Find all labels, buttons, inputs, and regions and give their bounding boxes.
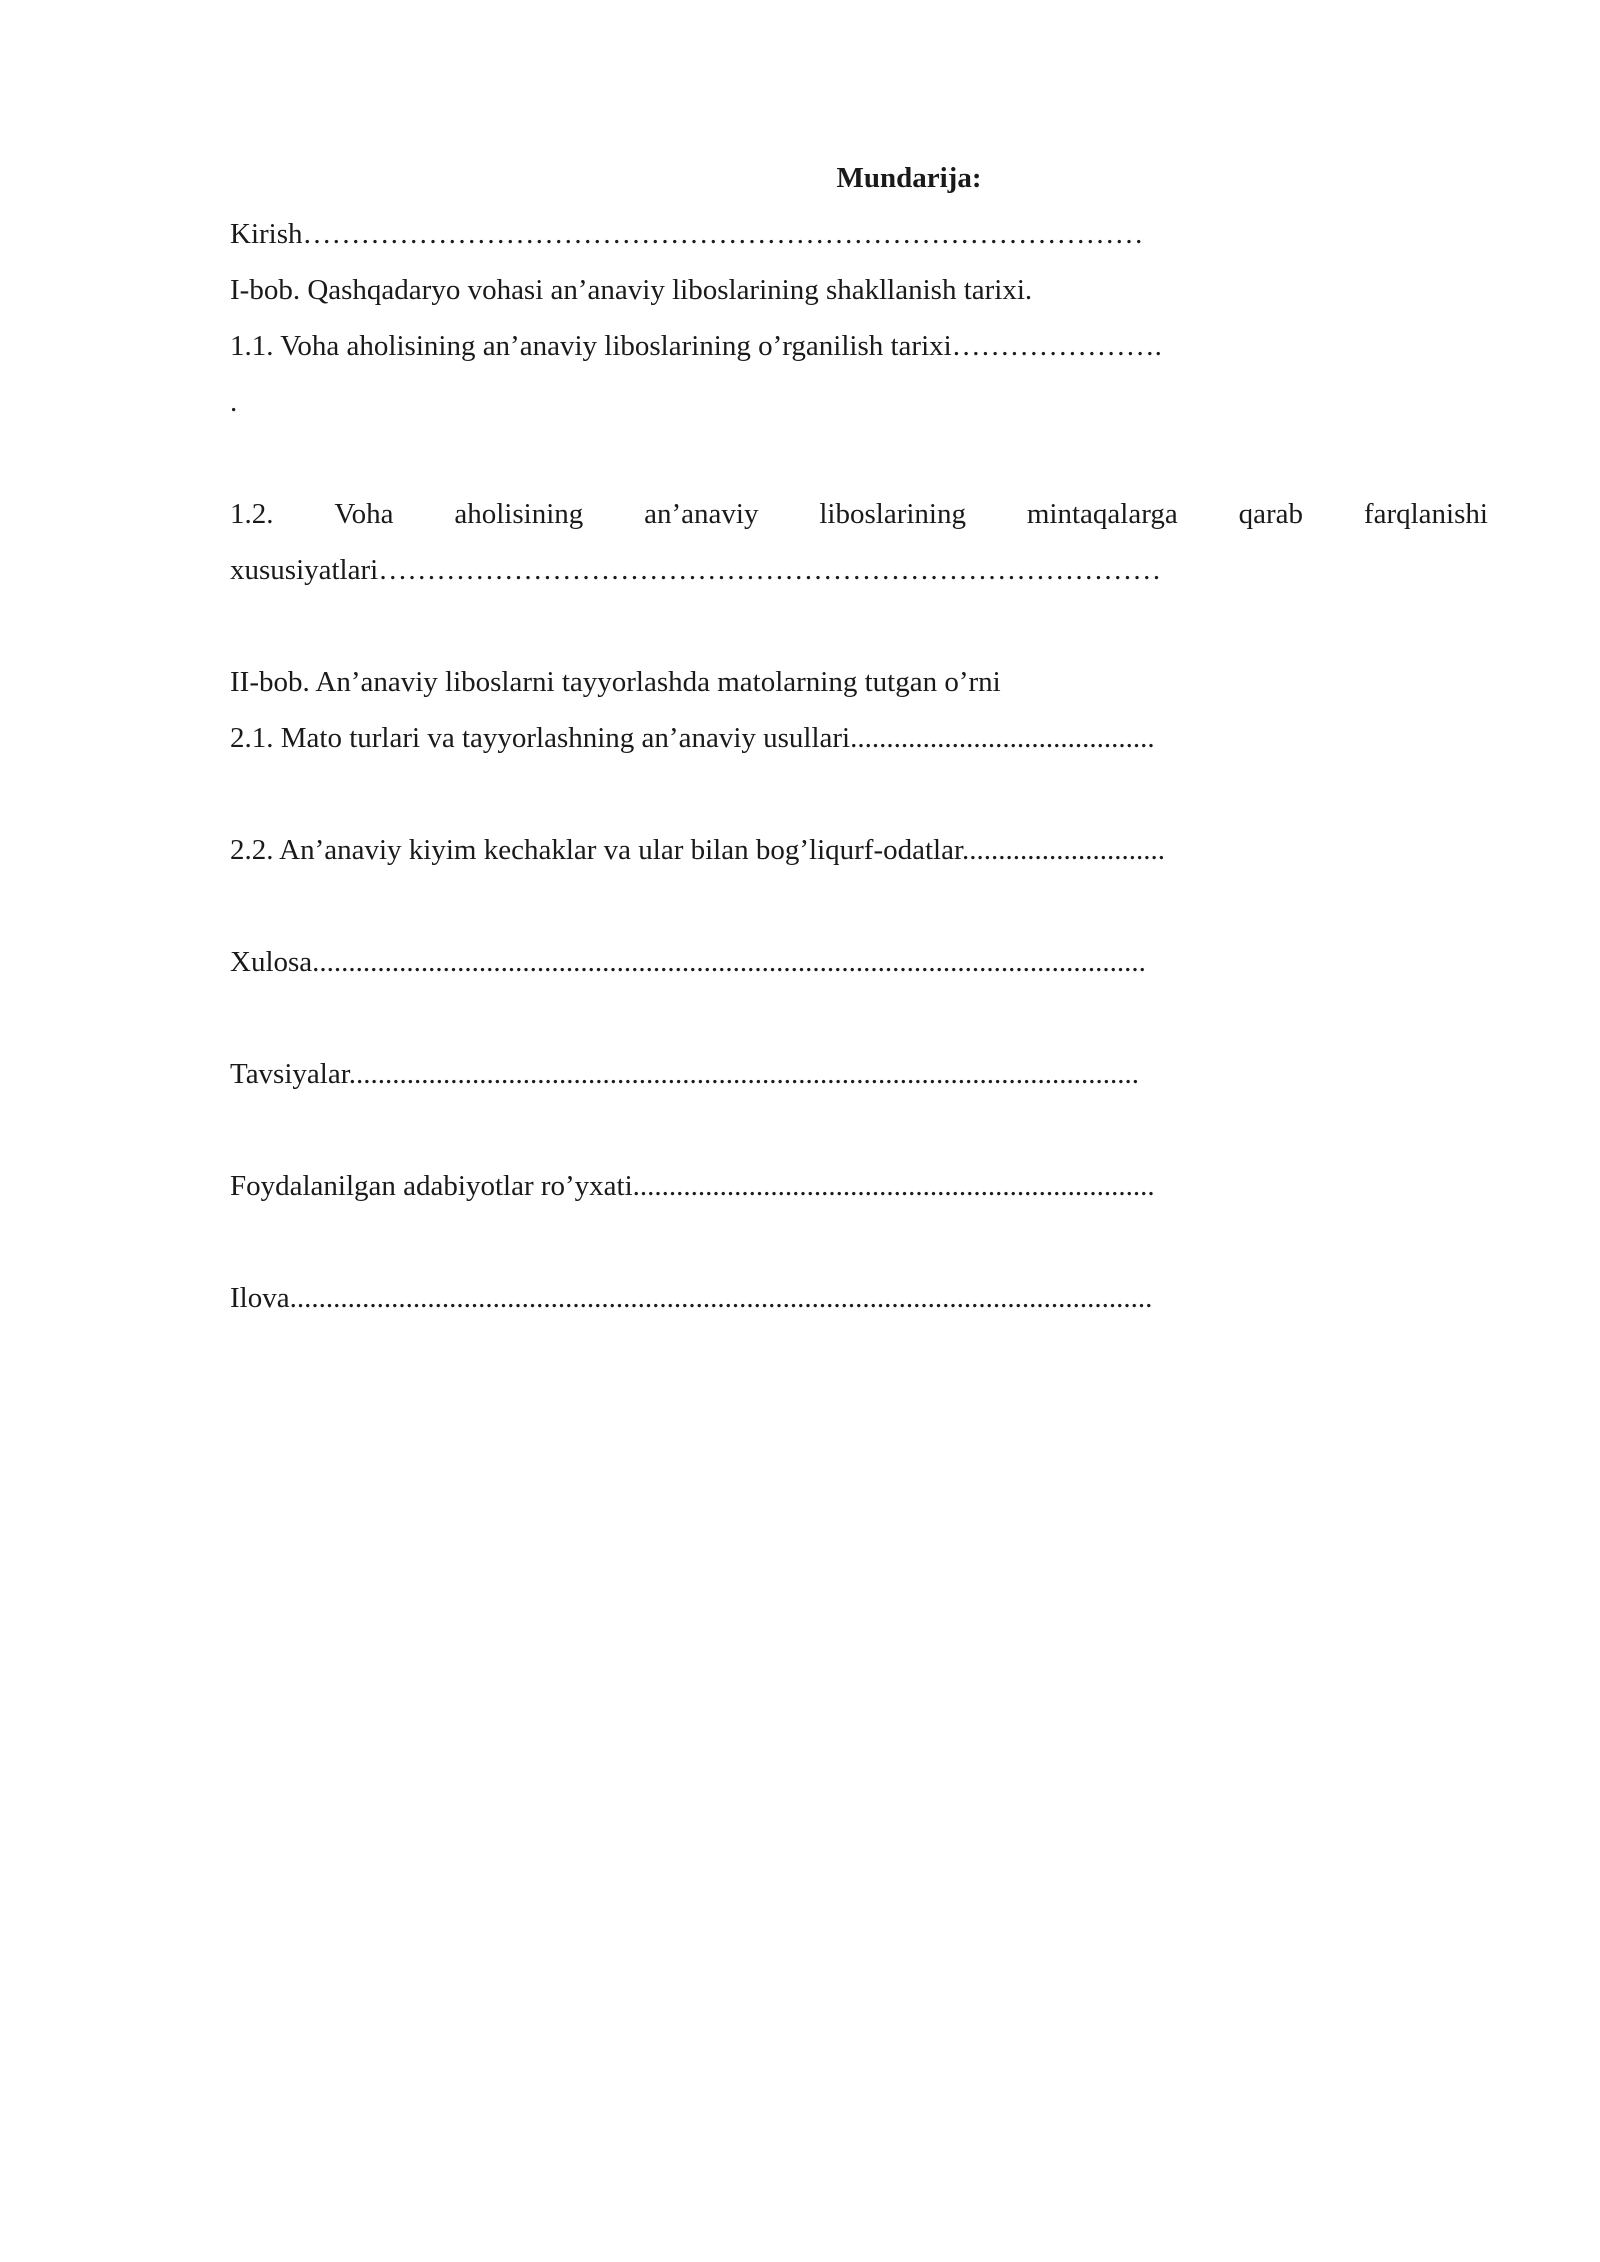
toc-word: qarab bbox=[1238, 498, 1304, 530]
toc-entry-ilova: Ilova....................................................................................................................... bbox=[230, 1282, 1153, 1314]
toc-entry-section-1-2 bbox=[230, 486, 1488, 542]
toc-entry-section-2-2: 2.2. An’anaviy kiyim kechaklar va ular bilan bog’liqurf-odatlar............................ bbox=[230, 834, 1166, 866]
spacer bbox=[230, 1214, 1488, 1270]
toc-word: aholisining bbox=[454, 498, 584, 530]
spacer bbox=[230, 766, 1488, 822]
toc-word: mintaqalarga bbox=[1026, 498, 1178, 530]
toc-entry-xulosa: Xulosa................................................................................................................... bbox=[230, 946, 1146, 978]
toc-entry-kirish: Kirish…………………………………………………………………………… bbox=[230, 218, 1144, 250]
toc-title: Mundarija: bbox=[836, 162, 982, 194]
spacer bbox=[230, 1102, 1488, 1158]
toc-word: an’anaviy bbox=[644, 498, 759, 530]
toc-word: farqlanishi bbox=[1363, 498, 1488, 530]
toc-word: liboslarining bbox=[819, 498, 966, 530]
toc-entry-section-2-1: 2.1. Mato turlari va tayyorlashning an’anaviy usullari.......................................... bbox=[230, 722, 1155, 754]
spacer bbox=[230, 878, 1488, 934]
toc-entry-section-1-2-continuation: xususiyatlari……………………………………………………………………… bbox=[230, 554, 1162, 586]
toc-entry-chapter-1: I-bob. Qashqadaryo vohasi an’anaviy liboslarining shakllanish tarixi. bbox=[230, 274, 1033, 306]
spacer bbox=[230, 598, 1488, 654]
toc-word: Voha bbox=[334, 498, 394, 530]
toc-entry-section-1-1-continuation: . bbox=[230, 386, 238, 418]
toc-word: 1.2. bbox=[230, 498, 274, 530]
toc-entry-chapter-2: II-bob. An’anaviy liboslarni tayyorlashda matolarning tutgan o’rni bbox=[230, 666, 1001, 698]
table-of-contents bbox=[230, 150, 1488, 1326]
spacer bbox=[230, 990, 1488, 1046]
toc-entry-adabiyotlar: Foydalanilgan adabiyotlar ro’yxati........................................................................ bbox=[230, 1170, 1155, 1202]
spacer bbox=[230, 430, 1488, 486]
toc-entry-section-1-1: 1.1. Voha aholisining an’anaviy liboslarining o’rganilish tarixi…………………. bbox=[230, 330, 1162, 362]
toc-entry-tavsiyalar: Tavsiyalar............................................................................................................. bbox=[230, 1058, 1140, 1090]
